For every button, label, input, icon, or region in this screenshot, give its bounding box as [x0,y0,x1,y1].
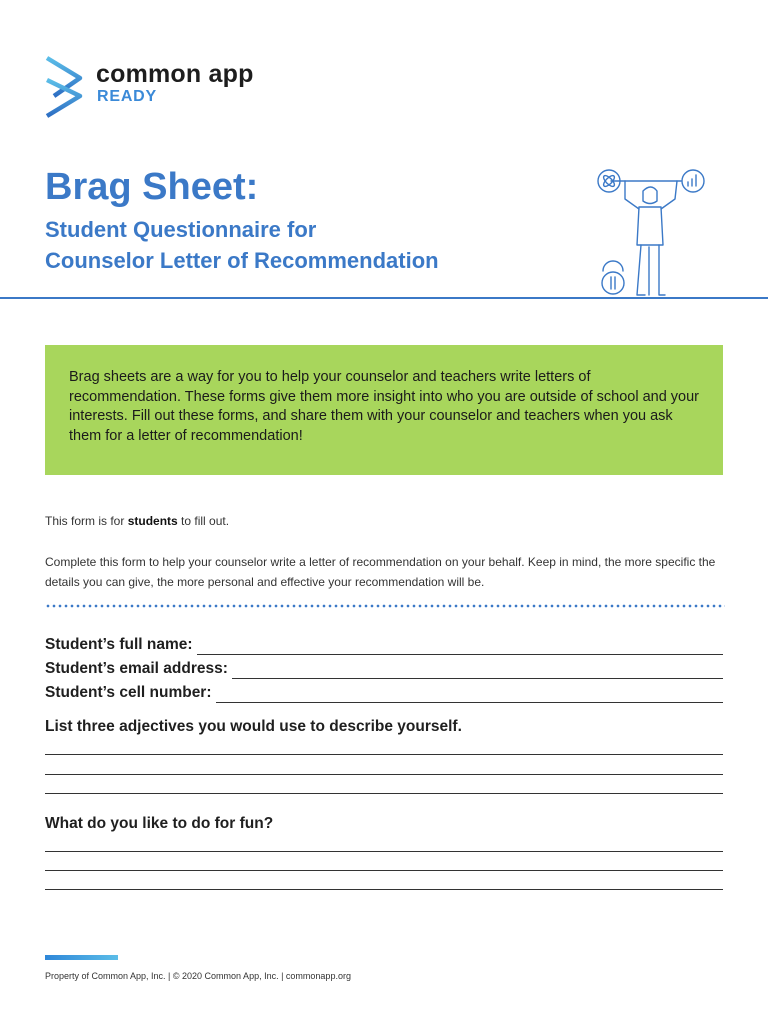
kettlebell-icon [603,261,623,271]
instructions-bold-students: students [127,514,178,528]
answer-line[interactable] [45,754,723,755]
logo-name: common app [96,60,254,88]
cell-number-input-line[interactable] [216,689,723,703]
chart-icon [682,170,704,192]
subtitle-line-1: Student Questionnaire for [45,217,317,242]
common-app-ready-logo [44,56,274,120]
question-fun: What do you like to do for fun? [45,815,274,832]
email-label: Student’s email address: [45,659,228,677]
dotted-divider [45,604,725,608]
answer-line[interactable] [45,870,723,871]
answer-line[interactable] [45,851,723,852]
cell-number-field[interactable] [45,680,723,700]
page-subtitle [45,214,439,276]
instructions-text-before: This form is for [45,514,128,528]
footer-accent-bar [45,955,118,960]
intro-text: Brag sheets are a way for you to help your counselor and teachers write letters of recommendation. These forms give them more insight into who you are outside of school and your interests. Fill out these forms, and share them with your counselor and teachers when you ask them for a letter of recommendation! [69,369,700,444]
answer-line[interactable] [45,774,723,775]
full-name-field[interactable] [45,632,723,652]
full-name-label: Student’s full name: [45,635,193,653]
answer-line[interactable] [45,889,723,890]
instructions-text-after: to fill out. [177,514,230,528]
full-name-input-line[interactable] [197,641,723,655]
common-app-chevron-logo-icon [44,56,88,120]
subtitle-line-2: Counselor Letter of Recommendation [45,248,439,274]
cell-number-label: Student’s cell number: [45,683,212,701]
email-field[interactable] [45,656,723,676]
email-input-line[interactable] [232,665,723,679]
answer-line[interactable] [45,793,723,794]
instructions-line-1 [45,514,229,528]
student-lifting-barbell-icon [585,163,715,299]
logo-subtitle: READY [97,88,158,105]
footer-text: Property of Common App, Inc. | © 2020 Common App, Inc. | commonapp.org [45,971,351,981]
intro-callout [45,345,723,475]
instructions-line-2: Complete this form to help your counselor write a letter of recommendation on your behalf. Keep in mind, the more specific the details you can give, the more personal and effective your recommendation will be. [45,555,716,589]
question-adjectives: List three adjectives you would use to describe yourself. [45,718,462,735]
header-rule [0,297,768,299]
page-title: Brag Sheet: [45,166,259,208]
